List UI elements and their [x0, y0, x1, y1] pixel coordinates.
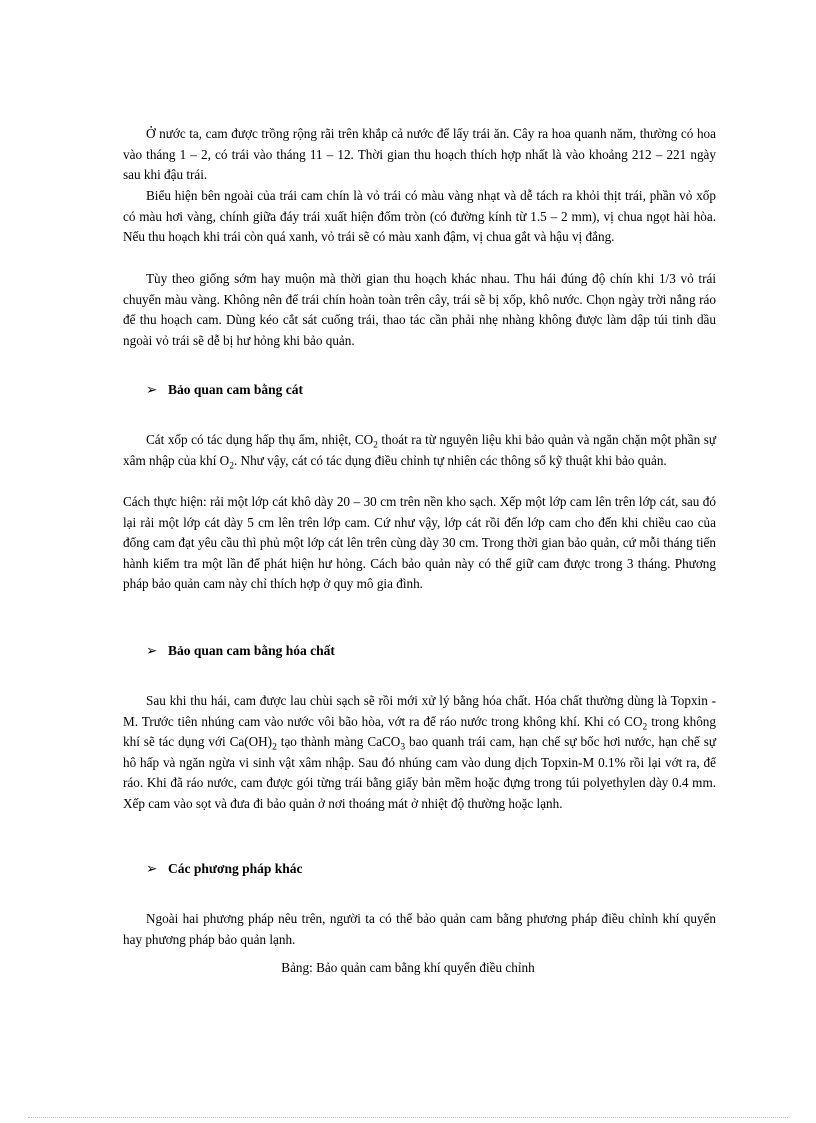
- arrow-bullet-icon: ➢: [146, 382, 158, 397]
- page-bottom-rule: [28, 1117, 788, 1118]
- subscript-2: 2: [642, 722, 648, 733]
- chem-text-c: tạo thành màng CaCO: [276, 734, 401, 750]
- intro-paragraph-3: Tùy theo giống sớm hay muộn mà thời gian thu hoạch khác nhau. Thu hái đúng độ chín khi 1/3 vỏ trái chuyển màu vàng. Không nên để trái chín hoàn toàn trên cây, trái sẽ bị xốp, khô nước. Chọn ngày trời nắng ráo để thu hoạch cam. Dùng kéo cắt sát cuống trái, thao tác cần phải nhẹ nhàng không được làm dập túi tinh dầu ngoài vỏ trái sẽ dễ bị hư hỏng khi bảo quản.: [123, 271, 716, 348]
- sand-paragraph-1: [123, 430, 716, 471]
- section-heading-chemical-text: Bảo quan cam bằng hóa chất: [168, 643, 335, 658]
- sand-p1-text-a: Cát xốp có tác dụng hấp thụ ẩm, nhiệt, CO: [146, 432, 374, 447]
- subscript-3: 3: [400, 742, 406, 753]
- arrow-bullet-icon: ➢: [146, 643, 158, 658]
- arrow-bullet-icon: ➢: [146, 861, 158, 876]
- intro-paragraph-2: Biểu hiện bên ngoài của trái cam chín là vỏ trái có màu vàng nhạt và dễ tách ra khỏi thịt trái, phần vỏ xốp có màu hơi vàng, chính giữa đáy trái xuất hiện đốm tròn (có đường kính từ 1.5 – 2 mm), vị chua ngọt hài hòa. Nếu thu hoạch khi trái còn quá xanh, vỏ trái sẽ có màu xanh đậm, vị chua gắt và hậu vị đắng.: [123, 188, 716, 245]
- sand-p1-text-c: . Như vậy, cát có tác dụng điều chỉnh tự nhiên các thông số kỹ thuật khi bảo quản.: [233, 452, 667, 468]
- section-heading-other: [146, 861, 303, 877]
- chem-text-d: bao quanh trái cam, hạn chế sự bốc hơi nước, hạn chế sự hô hấp và ngăn ngừa vi sinh vật xâm nhập. Sau đó nhúng cam vào dung dịch Topxin-M 0.1% rồi lại vớt ra, để ráo. Khi đã ráo nước, cam được gói từng trái bằng giấy bản mềm hoặc đựng trong túi polyethylen dày 0.4 mm. Xếp cam vào sọt và đưa đi bảo quản ở nơi thoáng mát ở nhiệt độ thường hoặc lạnh.: [123, 734, 717, 811]
- chem-text-b: trong không khí sẽ tác dụng với Ca(OH): [123, 713, 716, 750]
- sand-paragraph-2: [123, 492, 716, 595]
- section-heading-chemical: [146, 643, 335, 659]
- intro-paragraph-1: Ở nước ta, cam được trồng rộng rãi trên khắp cả nước để lấy trái ăn. Cây ra hoa quanh năm, thường có hoa vào tháng 1 – 2, có trái vào tháng 11 – 12. Thời gian thu hoạch thích hợp nhất là vào khoảng 212 – 221 ngày sau khi đậu trái.: [123, 126, 716, 183]
- sand-p2-text: Cách thực hiện: rải một lớp cát khô dày 20 – 30 cm trên nền kho sạch. Xếp một lớp cam lên trên lớp cát, sau đó lại rải một lớp cát dày 5 cm lên trên lớp cam. Cứ như vậy, lớp cát rồi đến lớp cam cho đến khi chiều cao của đống cam đạt yêu cầu thì phủ một lớp cát lên trên cùng dày 30 cm. Trong thời gian bảo quản, cứ mỗi tháng tiến hành kiểm tra một lần để phát hiện hư hỏng. Cách bảo quản này có thể giữ cam được trong 3 tháng. Phương pháp bảo quản cam này chỉ thích hợp ở quy mô gia đình.: [123, 494, 716, 592]
- chemical-paragraph: [123, 691, 716, 815]
- section-heading-sand: [146, 382, 303, 398]
- subscript-2: 2: [272, 742, 277, 753]
- other-paragraph: Ngoài hai phương pháp nêu trên, người ta có thể bảo quản cam bằng phương pháp điều chỉnh khí quyển hay phương pháp bảo quản lạnh.: [123, 911, 716, 947]
- section-heading-sand-text: Bảo quan cam bằng cát: [168, 382, 304, 397]
- section-heading-other-text: Các phương pháp khác: [168, 861, 303, 876]
- chem-text-a: Sau khi thu hái, cam được lau chùi sạch sẽ rồi mới xử lý bằng hóa chất. Hóa chất thường dùng là Topxin -M. Trước tiên nhúng cam vào nước vôi bão hòa, vớt ra để ráo nước trong không khí. Khi có CO: [123, 693, 716, 729]
- table-caption: Bảng: Bảo quản cam bằng khí quyển điều chỉnh: [281, 960, 535, 975]
- subscript-2: 2: [229, 461, 234, 472]
- sand-p1-text-b: thoát ra từ nguyên liệu khi bảo quản và ngăn chặn một phần sự xâm nhập của khí O: [123, 432, 717, 468]
- subscript-2: 2: [373, 440, 378, 451]
